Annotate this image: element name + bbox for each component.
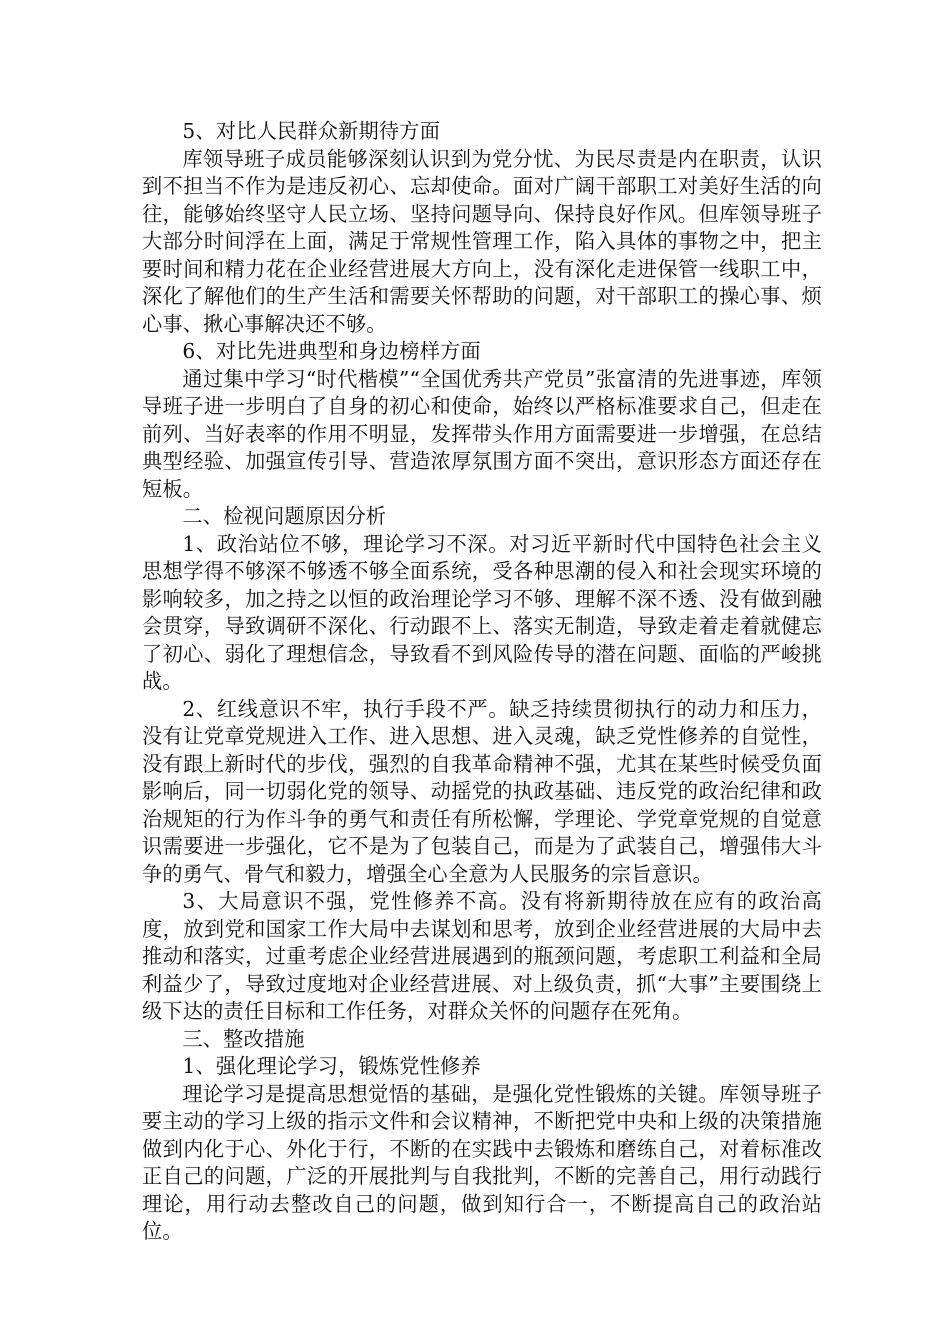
paragraph-advanced-models: 通过集中学习“时代楷模”“全国优秀共产党员”张富清的先进事迹，库领导班子进一步明白了自身的初心和使命，始终以严格标准要求自己，但走在前列、当好表率的作用不明显，发挥带头作用方面需要进一步增强，在总结典型经验、加强宣传引导、营造浓厚氛围方面不突出，意识形态方面还存在短板。 xyxy=(142,366,822,501)
chapter-heading-2: 二、检视问题原因分析 xyxy=(182,504,387,528)
chapter-heading-3: 三、整改措施 xyxy=(182,1026,305,1051)
section-heading-5: 5、对比人民群众新期待方面 xyxy=(182,119,441,143)
paragraph-measure-1: 理论学习是提高思想觉悟的基础，是强化党性锻炼的关键。库领导班子要主动的学习上级的指示文件和会议精神，不断把党中央和上级的决策措施做到内化于心、外化于行，不断的在实践中去锻炼和磨练自己，对着标准改正自己的问题，广泛的开展批判与自我批判，不断的完善自己，用行动践行理论，用行动去整改自己的问题，做到知行合一，不断提高自己的政治站位。 xyxy=(142,1081,822,1243)
paragraph-masses-expectations: 库领导班子成员能够深刻认识到为党分忧、为民尽责是内在职责，认识到不担当不作为是违反初心、忘却使命。面对广阔干部职工对美好生活的向往，能够始终坚守人民立场、坚持问题导向、保持良好作风。但库领导班子大部分时间浮在上面，满足于常规性管理工作，陷入具体的事物之中，把主要时间和精力花在企业经营进展大方向上，没有深化走进保管一线职工中，深化了解他们的生产生活和需要关怀帮助的问题，对干部职工的操心事、烦心事、揪心事解决还不够。 xyxy=(142,146,822,336)
paragraph-cause-1: 1、政治站位不够，理论学习不深。对习近平新时代中国特色社会主义思想学得不够深不够透不够全面系统，受各种思潮的侵入和社会现实环境的影响较多，加之持之以恒的政治理论学习不够、理解不深不透、没有做到融会贯穿，导致调研不深化、行动跟不上、落实无制造，导致走着走着就健忘了初心、弱化了理想信念，导致看不到风险传导的潜在问题、面临的严峻挑战。 xyxy=(142,531,822,693)
section-heading-6: 6、对比先进典型和身边榜样方面 xyxy=(182,339,481,363)
measure-heading-1: 1、强化理论学习，锻炼党性修养 xyxy=(182,1054,481,1078)
document-body xyxy=(142,118,822,1246)
paragraph-cause-3: 3、大局意识不强，党性修养不高。没有将新期待放在应有的政治高度，放到党和国家工作大局中去谋划和思考，放到企业经营进展的大局中去推动和落实，过重考虑企业经营进展遇到的瓶颈问题，考虑职工利益和全局利益少了，导致过度地对企业经营进展、对上级负责，抓“大事”主要围绕上级下达的责任目标和工作任务，对群众关怀的问题存在死角。 xyxy=(142,889,822,1023)
paragraph-cause-2: 2、红线意识不牢，执行手段不严。缺乏持续贯彻执行的动力和压力，没有让党章党规进入工作、进入思想、进入灵魂，缺乏党性修养的自觉性，没有跟上新时代的步伐，强烈的自我革命精神不强，尤其在某些时候受负面影响后，同一切弱化党的领导、动摇党的执政基础、违反党的政治纪律和政治规矩的行为作斗争的勇气和责任有所松懈，学理论、学党章党规的自觉意识需要进一步强化，它不是为了包装自己，而是为了武装自己，增强伟大斗争的勇气、骨气和毅力，增强全心全意为人民服务的宗旨意识。 xyxy=(142,696,822,886)
